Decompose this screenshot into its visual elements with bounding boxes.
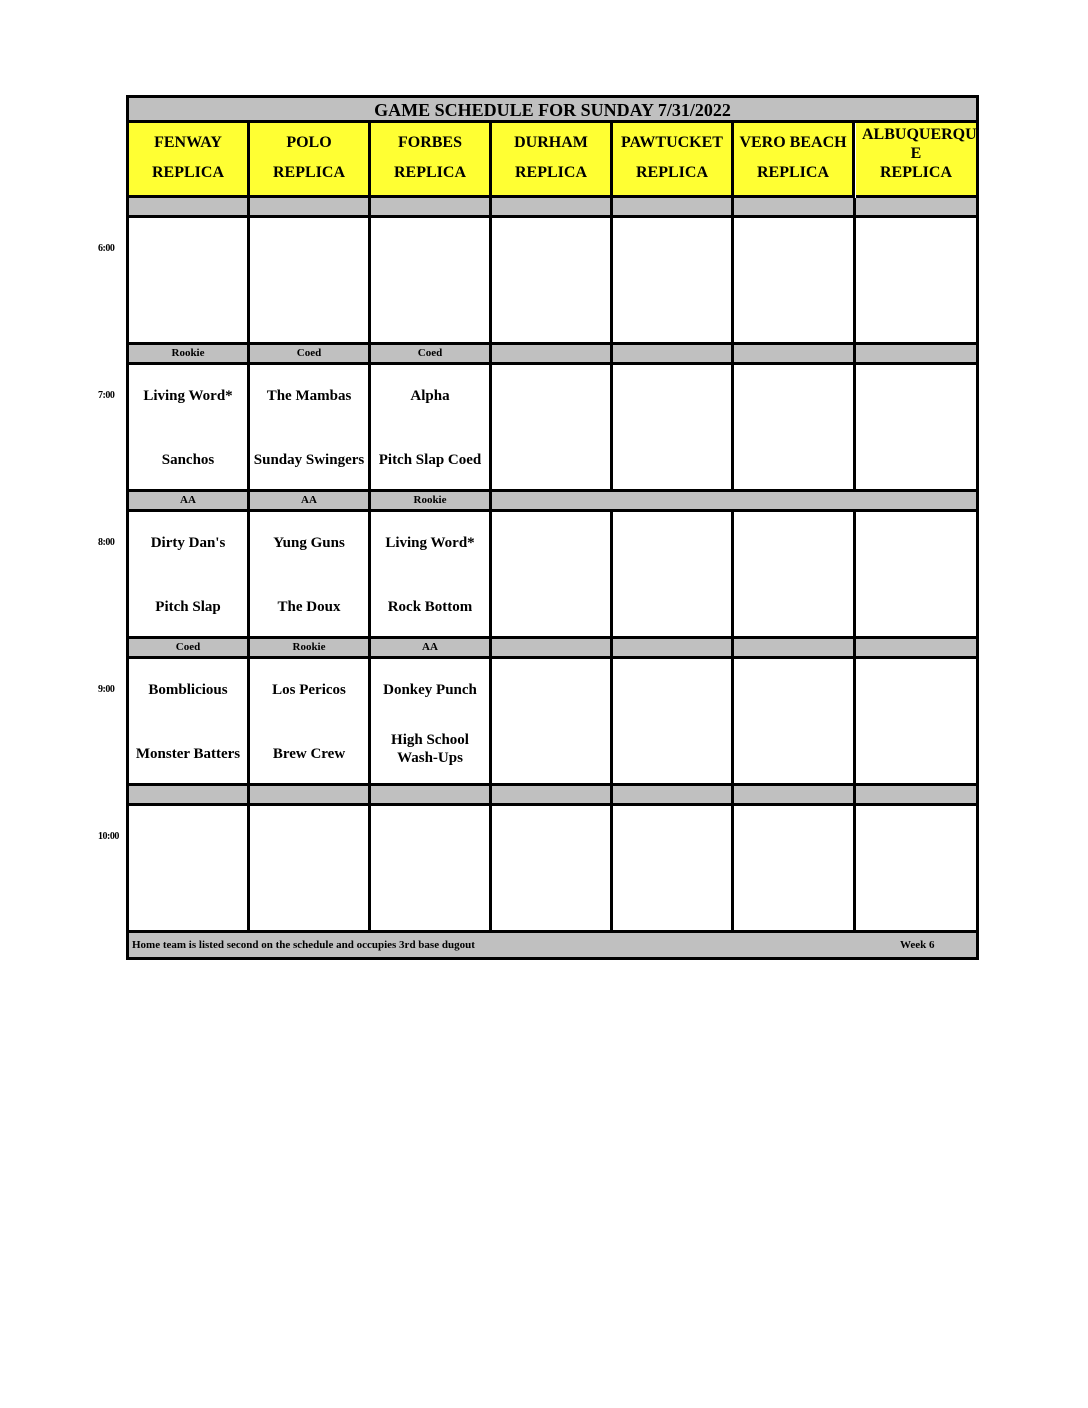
field-header-durham bbox=[492, 123, 613, 198]
game-cell bbox=[129, 218, 250, 345]
division-label bbox=[492, 345, 613, 365]
field-name: PAWTUCKET bbox=[621, 134, 723, 151]
field-sub: REPLICA bbox=[756, 164, 829, 181]
home-team: Monster Batters bbox=[135, 746, 241, 762]
division-label bbox=[613, 492, 734, 512]
division-label bbox=[856, 198, 976, 218]
division-label: Coed bbox=[250, 345, 371, 365]
division-label bbox=[250, 786, 371, 806]
division-label bbox=[492, 198, 613, 218]
division-label: AA bbox=[250, 492, 371, 512]
game-cell bbox=[250, 218, 371, 345]
game-cell bbox=[856, 218, 976, 345]
division-label bbox=[734, 345, 856, 365]
game-cell bbox=[734, 218, 856, 345]
away-team: The Mambas bbox=[266, 388, 352, 404]
home-team: Rock Bottom bbox=[387, 599, 473, 615]
field-name: FORBES bbox=[397, 134, 462, 151]
division-label bbox=[856, 345, 976, 365]
time-label: 8:00 bbox=[98, 537, 115, 548]
division-label bbox=[856, 639, 976, 659]
field-name: FENWAY bbox=[154, 134, 222, 151]
division-label bbox=[613, 639, 734, 659]
division-label: AA bbox=[371, 639, 492, 659]
game-cell bbox=[250, 659, 371, 786]
game-cell bbox=[492, 218, 613, 345]
footer-bar bbox=[129, 933, 976, 957]
division-label bbox=[492, 786, 613, 806]
game-cell bbox=[856, 659, 976, 786]
game-cell bbox=[734, 806, 856, 933]
field-name: DURHAM bbox=[514, 134, 588, 151]
game-cell bbox=[613, 659, 734, 786]
division-label bbox=[613, 198, 734, 218]
field-header-pawtucket bbox=[613, 123, 734, 198]
home-team: Brew Crew bbox=[272, 746, 346, 762]
game-cell bbox=[129, 659, 250, 786]
week-label: Week 6 bbox=[900, 939, 935, 951]
away-team: Dirty Dan's bbox=[150, 535, 226, 551]
field-header-fenway bbox=[129, 123, 250, 198]
game-cell bbox=[492, 512, 613, 639]
game-cell bbox=[250, 512, 371, 639]
footer-note: Home team is listed second on the schedule and occupies 3rd base dugout bbox=[132, 939, 475, 951]
time-label: 9:00 bbox=[98, 684, 115, 695]
field-header-albuquerque bbox=[856, 123, 976, 198]
game-cell bbox=[856, 512, 976, 639]
game-cell bbox=[613, 806, 734, 933]
game-cell bbox=[734, 512, 856, 639]
division-label bbox=[371, 786, 492, 806]
division-label bbox=[734, 639, 856, 659]
field-sub: REPLICA bbox=[272, 164, 345, 181]
home-team: Sanchos bbox=[161, 452, 215, 468]
division-label bbox=[492, 492, 613, 512]
game-cell bbox=[371, 512, 492, 639]
division-label bbox=[734, 198, 856, 218]
game-cell bbox=[250, 806, 371, 933]
schedule-title: GAME SCHEDULE FOR SUNDAY 7/31/2022 bbox=[129, 98, 976, 123]
field-sub: REPLICA bbox=[151, 164, 224, 181]
home-team: High School Wash-Ups bbox=[391, 732, 469, 766]
division-label bbox=[856, 492, 976, 512]
game-cell bbox=[856, 806, 976, 933]
field-sub: REPLICA bbox=[879, 164, 952, 181]
field-name: POLO bbox=[286, 134, 332, 151]
field-sub: REPLICA bbox=[635, 164, 708, 181]
schedule-table bbox=[126, 95, 979, 960]
division-label bbox=[613, 786, 734, 806]
field-sub: REPLICA bbox=[514, 164, 587, 181]
division-label bbox=[734, 492, 856, 512]
game-cell bbox=[734, 659, 856, 786]
away-team: Los Pericos bbox=[272, 682, 346, 698]
time-label: 6:00 bbox=[98, 243, 115, 254]
away-team: Living Word* bbox=[143, 388, 233, 404]
time-label: 10:00 bbox=[98, 831, 119, 842]
field-name: VERO BEACH bbox=[739, 134, 847, 151]
game-cell bbox=[613, 218, 734, 345]
home-team: Sunday Swingers bbox=[253, 452, 365, 468]
away-team: Alpha bbox=[410, 388, 450, 404]
game-cell bbox=[492, 659, 613, 786]
game-cell bbox=[371, 806, 492, 933]
division-label bbox=[129, 786, 250, 806]
game-cell bbox=[129, 365, 250, 492]
division-label: Coed bbox=[129, 639, 250, 659]
field-sub: REPLICA bbox=[393, 164, 466, 181]
game-cell bbox=[734, 365, 856, 492]
game-cell bbox=[129, 512, 250, 639]
field-header-polo bbox=[250, 123, 371, 198]
division-label bbox=[371, 198, 492, 218]
game-cell bbox=[371, 218, 492, 345]
division-label: Rookie bbox=[129, 345, 250, 365]
field-name: ALBUQUERQU E bbox=[862, 126, 977, 162]
game-cell bbox=[613, 365, 734, 492]
game-cell bbox=[129, 806, 250, 933]
game-cell bbox=[371, 659, 492, 786]
division-label: AA bbox=[129, 492, 250, 512]
division-label bbox=[613, 345, 734, 365]
game-cell bbox=[250, 365, 371, 492]
game-cell bbox=[371, 365, 492, 492]
field-header-forbes bbox=[371, 123, 492, 198]
division-label bbox=[856, 786, 976, 806]
division-label bbox=[734, 786, 856, 806]
division-label bbox=[129, 198, 250, 218]
division-label bbox=[250, 198, 371, 218]
away-team: Living Word* bbox=[385, 535, 475, 551]
division-label: Coed bbox=[371, 345, 492, 365]
game-cell bbox=[492, 806, 613, 933]
division-label: Rookie bbox=[250, 639, 371, 659]
division-label: Rookie bbox=[371, 492, 492, 512]
game-cell bbox=[856, 365, 976, 492]
time-label: 7:00 bbox=[98, 390, 115, 401]
home-team: Pitch Slap bbox=[155, 599, 221, 615]
away-team: Bomblicious bbox=[148, 682, 228, 698]
game-cell bbox=[613, 512, 734, 639]
away-team: Yung Guns bbox=[273, 535, 345, 551]
division-label bbox=[492, 639, 613, 659]
field-header-vero-beach bbox=[734, 123, 855, 198]
home-team: The Doux bbox=[277, 599, 341, 615]
game-cell bbox=[492, 365, 613, 492]
away-team: Donkey Punch bbox=[383, 682, 477, 698]
home-team: Pitch Slap Coed bbox=[378, 452, 482, 468]
